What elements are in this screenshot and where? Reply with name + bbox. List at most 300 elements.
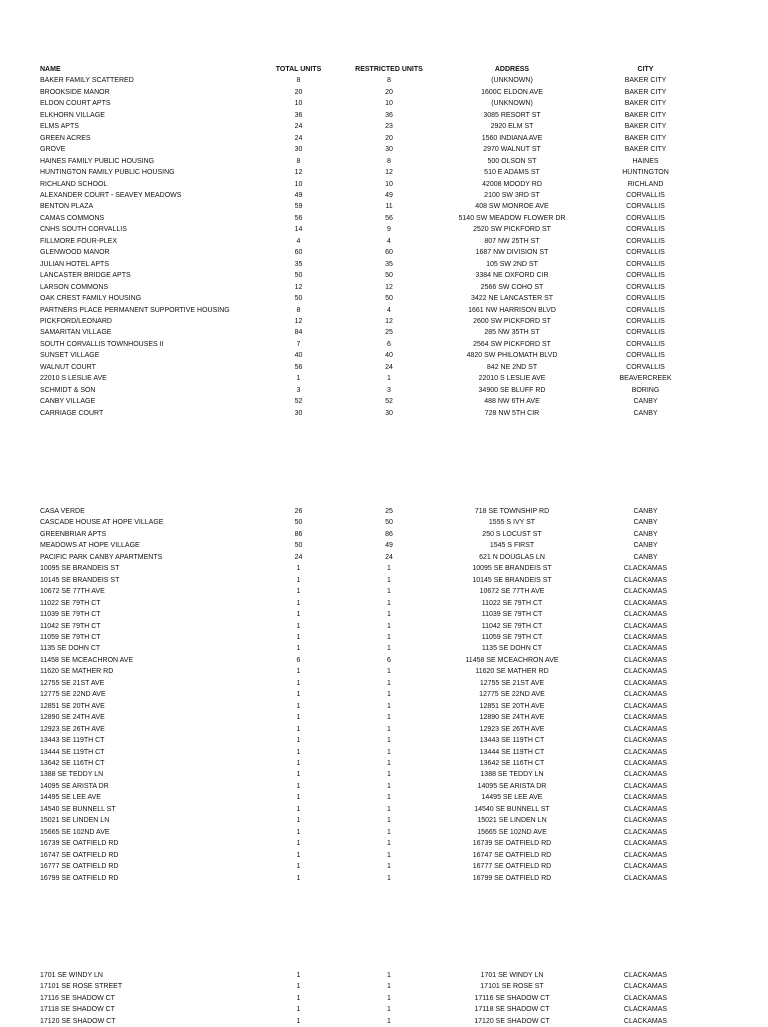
cell-restricted-units: 36 — [385, 111, 393, 119]
header-row — [36, 64, 696, 75]
cell-total-units: 1 — [296, 771, 301, 779]
cell-city: CORVALLIS — [626, 352, 665, 360]
cell-address: 5140 SW MEADOW FLOWER DR — [458, 214, 566, 222]
cell-city: CORVALLIS — [626, 249, 665, 257]
cell-address: 11458 SE MCEACHRON AVE — [465, 656, 559, 664]
cell-restricted-units: 1 — [387, 828, 391, 836]
cell-restricted-units: 1 — [387, 817, 391, 825]
cell-restricted-units: 1 — [387, 983, 391, 991]
cell-name: 10145 SE BRANDEIS ST — [40, 576, 120, 584]
cell-name: 17118 SE SHADOW CT — [40, 1006, 115, 1014]
table-row — [36, 873, 696, 884]
cell-address: 17118 SE SHADOW CT — [474, 1006, 550, 1014]
cell-address: 11022 SE 79TH CT — [481, 599, 543, 607]
cell-address: 1661 NW HARRISON BLVD — [468, 306, 556, 314]
cell-restricted-units: 30 — [385, 409, 393, 417]
cell-restricted-units: 1 — [387, 748, 391, 756]
cell-city: CLACKAMAS — [623, 771, 668, 779]
cell-name: 14095 SE ARISTA DR — [40, 782, 109, 790]
cell-city: CLACKAMAS — [623, 1017, 668, 1025]
cell-total-units: 1 — [296, 1017, 301, 1025]
cell-city: CLACKAMAS — [623, 828, 668, 836]
cell-address: 488 NW 6TH AVE — [484, 398, 540, 406]
cell-city: CLACKAMAS — [623, 576, 668, 584]
cell-total-units: 10 — [294, 180, 303, 188]
cell-name: CASCADE HOUSE AT HOPE VILLAGE — [40, 519, 164, 527]
cell-city: CLACKAMAS — [623, 668, 668, 676]
cell-city: CLACKAMAS — [623, 633, 668, 641]
cell-city: BAKER CITY — [624, 88, 667, 96]
cell-city: CLACKAMAS — [623, 645, 668, 653]
cell-address: 250 S LOCUST ST — [482, 530, 542, 538]
cell-name: BROOKSIDE MANOR — [40, 88, 110, 96]
cell-total-units: 84 — [294, 329, 303, 337]
cell-restricted-units: 3 — [387, 386, 391, 394]
cell-name: SUNSET VILLAGE — [40, 352, 100, 360]
cell-city: CLACKAMAS — [623, 840, 668, 848]
cell-name: 16747 SE OATFIELD RD — [40, 851, 119, 859]
cell-name: GREEN ACRES — [40, 134, 91, 142]
cell-total-units: 50 — [294, 519, 303, 527]
cell-name: JULIAN HOTEL APTS — [40, 260, 109, 268]
cell-total-units: 50 — [294, 272, 303, 280]
cell-name: GREENBRIAR APTS — [40, 530, 107, 538]
cell-name: RICHLAND SCHOOL — [40, 180, 108, 188]
cell-total-units: 1 — [296, 565, 301, 573]
cell-address: 2564 SW PICKFORD ST — [473, 340, 551, 348]
cell-name: CANBY VILLAGE — [40, 398, 96, 406]
table-row — [36, 224, 696, 235]
cell-city: CLACKAMAS — [623, 599, 668, 607]
cell-restricted-units: 49 — [385, 542, 393, 550]
cell-name: MEADOWS AT HOPE VILLAGE — [40, 542, 140, 550]
cell-address: 3384 NE OXFORD CIR — [475, 272, 549, 280]
cell-address: 1687 NW DIVISION ST — [475, 249, 549, 257]
cell-name: 10672 SE 77TH AVE — [40, 588, 105, 596]
cell-restricted-units: 6 — [387, 340, 391, 348]
table-row — [36, 98, 696, 109]
cell-restricted-units: 20 — [385, 88, 393, 96]
cell-city: CLACKAMAS — [623, 748, 668, 756]
cell-restricted-units: 24 — [385, 363, 393, 371]
table-row — [36, 575, 696, 586]
cell-address: 2520 SW PICKFORD ST — [473, 226, 551, 234]
cell-restricted-units: 1 — [387, 737, 391, 745]
cell-total-units: 12 — [294, 169, 303, 177]
table-row — [36, 678, 696, 689]
cell-address: 2970 WALNUT ST — [483, 146, 541, 154]
cell-total-units: 1 — [296, 972, 301, 979]
cell-name: FILLMORE FOUR-PLEX — [40, 237, 118, 245]
cell-total-units: 1 — [296, 759, 301, 767]
table-row — [36, 201, 696, 212]
cell-address: 13642 SE 116TH CT — [479, 759, 545, 767]
cell-restricted-units: 1 — [387, 863, 391, 871]
cell-address: 2920 ELM ST — [490, 123, 534, 131]
table-row — [36, 643, 696, 654]
cell-name: 17116 SE SHADOW CT — [40, 994, 115, 1002]
cell-name: 16777 SE OATFIELD RD — [40, 863, 119, 871]
cell-name: 10095 SE BRANDEIS ST — [40, 565, 120, 573]
table-row — [36, 362, 696, 373]
cell-restricted-units: 86 — [385, 530, 393, 538]
cell-address: 3085 RESORT ST — [483, 111, 541, 119]
table-row — [36, 781, 696, 792]
cell-city: CORVALLIS — [626, 214, 665, 222]
table-row — [36, 213, 696, 224]
cell-total-units: 1 — [296, 691, 301, 699]
cell-total-units: 30 — [294, 409, 303, 417]
table-row — [36, 993, 696, 1004]
cell-total-units: 1 — [296, 817, 301, 825]
table-row — [36, 655, 696, 666]
table-row — [36, 282, 696, 293]
cell-total-units: 52 — [294, 398, 303, 406]
cell-restricted-units: 1 — [387, 599, 391, 607]
cell-restricted-units: 60 — [385, 249, 393, 257]
cell-restricted-units: 8 — [387, 77, 391, 85]
table-row — [36, 850, 696, 861]
table-row — [36, 563, 696, 574]
table-row — [36, 861, 696, 872]
cell-city: CORVALLIS — [626, 317, 665, 325]
cell-address: 16747 SE OATFIELD RD — [472, 851, 552, 859]
cell-city: BAKER CITY — [624, 77, 667, 85]
cell-restricted-units: 1 — [387, 588, 391, 596]
cell-total-units: 1 — [296, 828, 301, 836]
cell-city: CLACKAMAS — [623, 737, 668, 745]
table-row — [36, 156, 696, 167]
cell-total-units: 1 — [296, 645, 301, 653]
cell-restricted-units: 24 — [385, 553, 393, 561]
table-row — [36, 247, 696, 258]
table-row — [36, 724, 696, 735]
table-row — [36, 385, 696, 396]
cell-address: 10095 SE BRANDEIS ST — [472, 565, 552, 573]
table-row — [36, 87, 696, 98]
cell-restricted-units: 1 — [387, 691, 391, 699]
table-row — [36, 110, 696, 121]
cell-address: 42008 MOODY RD — [482, 180, 542, 188]
cell-restricted-units: 1 — [387, 668, 391, 676]
cell-name: 15665 SE 102ND AVE — [40, 828, 110, 836]
cell-name: 12755 SE 21ST AVE — [40, 679, 105, 687]
table-row — [36, 133, 696, 144]
table-row — [36, 609, 696, 620]
cell-city: CLACKAMAS — [623, 874, 668, 882]
cell-address: 16777 SE OATFIELD RD — [472, 863, 552, 871]
cell-total-units: 36 — [294, 111, 303, 119]
cell-address: 105 SW 2ND ST — [486, 260, 538, 268]
cell-total-units: 3 — [296, 386, 301, 394]
table-row — [36, 792, 696, 803]
cell-name: CNHS SOUTH CORVALLIS — [40, 226, 127, 234]
table-row — [36, 396, 696, 407]
cell-restricted-units: 1 — [387, 782, 391, 790]
cell-city: CORVALLIS — [626, 203, 665, 211]
cell-total-units: 1 — [296, 748, 301, 756]
cell-restricted-units: 1 — [387, 851, 391, 859]
cell-total-units: 1 — [296, 983, 301, 991]
cell-name: HUNTINGTON FAMILY PUBLIC HOUSING — [40, 169, 175, 177]
table-row — [36, 701, 696, 712]
cell-total-units: 24 — [294, 123, 303, 131]
cell-city: CLACKAMAS — [623, 851, 668, 859]
cell-restricted-units: 4 — [387, 306, 391, 314]
cell-city: CLACKAMAS — [623, 1006, 668, 1014]
cell-restricted-units: 8 — [387, 157, 391, 165]
cell-restricted-units: 11 — [385, 203, 393, 211]
cell-address: 1135 SE DOHN CT — [481, 645, 543, 653]
cell-name: 11059 SE 79TH CT — [40, 633, 101, 641]
table-row — [36, 586, 696, 597]
cell-city: CLACKAMAS — [623, 588, 668, 596]
table-row — [36, 144, 696, 155]
cell-total-units: 1 — [296, 633, 301, 641]
cell-restricted-units: 1 — [387, 714, 391, 722]
cell-name: 11039 SE 79TH CT — [40, 611, 101, 619]
cell-name: GLENWOOD MANOR — [40, 249, 110, 257]
cell-restricted-units: 1 — [387, 874, 391, 882]
cell-total-units: 4 — [296, 237, 301, 245]
cell-city: RICHLAND — [627, 180, 664, 188]
cell-restricted-units: 12 — [385, 317, 393, 325]
cell-city: CANBY — [633, 508, 658, 515]
cell-total-units: 12 — [294, 283, 303, 291]
cell-city: CLACKAMAS — [623, 611, 668, 619]
cell-total-units: 8 — [296, 157, 301, 165]
cell-name: SCHMIDT & SON — [40, 386, 96, 394]
housing-table-section-3 — [36, 970, 696, 1027]
cell-city: CORVALLIS — [626, 272, 665, 280]
cell-restricted-units: 25 — [385, 508, 393, 515]
cell-address: 12755 SE 21ST AVE — [479, 679, 545, 687]
cell-restricted-units: 49 — [385, 191, 393, 199]
table-row — [36, 540, 696, 551]
cell-address: 11620 SE MATHER RD — [475, 668, 549, 676]
cell-restricted-units: 1 — [387, 1017, 391, 1025]
table-row — [36, 339, 696, 350]
cell-total-units: 49 — [294, 191, 303, 199]
cell-city: CORVALLIS — [626, 340, 665, 348]
cell-address: 2600 SW PICKFORD ST — [473, 317, 551, 325]
header-name: NAME — [40, 66, 61, 73]
cell-total-units: 40 — [294, 352, 303, 360]
cell-address: (UNKNOWN) — [491, 100, 533, 108]
cell-city: CORVALLIS — [626, 363, 665, 371]
cell-city: CLACKAMAS — [623, 805, 668, 813]
cell-city: CLACKAMAS — [623, 725, 668, 733]
cell-name: ALEXANDER COURT - SEAVEY MEADOWS — [40, 191, 182, 199]
cell-restricted-units: 10 — [385, 100, 393, 108]
cell-address: 17120 SE SHADOW CT — [474, 1017, 550, 1025]
cell-total-units: 56 — [294, 363, 303, 371]
cell-address: 14495 SE LEE AVE — [481, 794, 543, 802]
table-row — [36, 712, 696, 723]
cell-city: BEAVERCREEK — [619, 375, 672, 383]
cell-restricted-units: 50 — [385, 519, 393, 527]
table-row — [36, 1016, 696, 1027]
cell-name: 11022 SE 79TH CT — [40, 599, 101, 607]
cell-restricted-units: 1 — [387, 994, 391, 1002]
cell-name: 17120 SE SHADOW CT — [40, 1017, 116, 1025]
table-row — [36, 373, 696, 384]
cell-restricted-units: 6 — [387, 656, 391, 664]
cell-address: 22010 S LESLIE AVE — [478, 375, 546, 383]
cell-city: CLACKAMAS — [623, 863, 668, 871]
cell-address: 1555 S IVY ST — [488, 519, 536, 527]
cell-total-units: 8 — [296, 77, 301, 85]
cell-restricted-units: 1 — [387, 805, 391, 813]
cell-total-units: 24 — [294, 134, 303, 142]
cell-city: CLACKAMAS — [623, 983, 668, 991]
cell-name: BAKER FAMILY SCATTERED — [40, 77, 134, 85]
cell-total-units: 1 — [296, 782, 301, 790]
cell-city: CORVALLIS — [626, 329, 665, 337]
cell-address: 10672 SE 77TH AVE — [479, 588, 545, 596]
table-row — [36, 981, 696, 992]
table-row — [36, 259, 696, 270]
cell-name: PARTNERS PLACE PERMANENT SUPPORTIVE HOUSING — [40, 306, 230, 314]
table-row — [36, 270, 696, 281]
cell-address: 13444 SE 119TH CT — [479, 748, 545, 756]
cell-address: 14095 SE ARISTA DR — [477, 782, 547, 790]
cell-address: 16799 SE OATFIELD RD — [472, 874, 552, 882]
cell-city: CORVALLIS — [626, 226, 665, 234]
cell-restricted-units: 30 — [385, 146, 393, 154]
cell-restricted-units: 1 — [387, 565, 391, 573]
cell-address: 14540 SE BUNNELL ST — [474, 805, 550, 813]
cell-name: PACIFIC PARK CANBY APARTMENTS — [40, 553, 163, 561]
cell-address: 500 OLSON ST — [487, 157, 537, 165]
cell-restricted-units: 35 — [385, 260, 393, 268]
cell-name: SAMARITAN VILLAGE — [40, 329, 112, 337]
cell-city: CLACKAMAS — [623, 714, 668, 722]
cell-address: 510 E ADAMS ST — [484, 169, 540, 177]
cell-city: CLACKAMAS — [623, 994, 668, 1002]
cell-name: CASA VERDE — [40, 508, 85, 515]
cell-address: 16739 SE OATFIELD RD — [472, 840, 552, 848]
cell-restricted-units: 12 — [385, 169, 393, 177]
cell-total-units: 56 — [294, 214, 303, 222]
cell-city: CLACKAMAS — [623, 565, 668, 573]
cell-total-units: 1 — [296, 840, 301, 848]
table-row — [36, 236, 696, 247]
cell-restricted-units: 1 — [387, 679, 391, 687]
cell-address: 15021 SE LINDEN LN — [477, 817, 547, 825]
cell-restricted-units: 1 — [387, 702, 391, 710]
cell-total-units: 14 — [294, 226, 303, 234]
cell-name: 16799 SE OATFIELD RD — [40, 874, 119, 882]
cell-name: WALNUT COURT — [40, 363, 96, 371]
cell-name: 1135 SE DOHN CT — [40, 645, 101, 653]
cell-address: 842 NE 2ND ST — [486, 363, 538, 371]
cell-address: 621 N DOUGLAS LN — [479, 553, 545, 561]
cell-city: BAKER CITY — [624, 146, 667, 154]
cell-restricted-units: 20 — [385, 134, 393, 142]
cell-address: 1701 SE WINDY LN — [480, 972, 544, 979]
cell-name: 13443 SE 119TH CT — [40, 737, 105, 745]
cell-city: CANBY — [633, 398, 658, 406]
cell-city: CLACKAMAS — [623, 972, 668, 979]
cell-total-units: 1 — [296, 725, 301, 733]
cell-address: 17101 SE ROSE ST — [480, 983, 544, 991]
cell-restricted-units: 9 — [387, 226, 391, 234]
table-row — [36, 815, 696, 826]
cell-name: 22010 S LESLIE AVE — [40, 375, 107, 383]
cell-restricted-units: 1 — [387, 576, 391, 584]
cell-city: CORVALLIS — [626, 306, 665, 314]
cell-address: 13443 SE 119TH CT — [479, 737, 545, 745]
cell-total-units: 12 — [294, 317, 303, 325]
cell-total-units: 7 — [296, 340, 301, 348]
cell-name: OAK CREST FAMILY HOUSING — [40, 295, 142, 303]
cell-address: 12851 SE 20TH AVE — [479, 702, 545, 710]
table-row — [36, 121, 696, 132]
cell-name: 12851 SE 20TH AVE — [40, 702, 105, 710]
cell-city: CLACKAMAS — [623, 691, 668, 699]
cell-address: 1600C ELDON AVE — [481, 88, 543, 96]
cell-address: 2566 SW COHO ST — [480, 283, 544, 291]
cell-name: 13642 SE 116TH CT — [40, 759, 105, 767]
cell-total-units: 1 — [296, 994, 301, 1002]
cell-city: BAKER CITY — [624, 123, 667, 131]
cell-restricted-units: 52 — [385, 398, 393, 406]
cell-total-units: 1 — [296, 576, 301, 584]
cell-total-units: 1 — [296, 794, 301, 802]
cell-name: 13444 SE 119TH CT — [40, 748, 105, 756]
table-row — [36, 75, 696, 86]
cell-restricted-units: 56 — [385, 214, 393, 222]
cell-name: 16739 SE OATFIELD RD — [40, 840, 119, 848]
cell-name: LANCASTER BRIDGE APTS — [40, 272, 131, 280]
header-total-units: TOTAL UNITS — [275, 66, 322, 73]
cell-total-units: 1 — [296, 588, 301, 596]
table-row — [36, 167, 696, 178]
cell-city: CANBY — [633, 553, 658, 561]
cell-city: BORING — [631, 386, 660, 394]
cell-restricted-units: 23 — [385, 123, 393, 131]
cell-address: 2100 SW 3RD ST — [484, 191, 540, 199]
table-row — [36, 632, 696, 643]
cell-restricted-units: 1 — [387, 840, 391, 848]
cell-name: 12775 SE 22ND AVE — [40, 691, 106, 699]
cell-address: 718 SE TOWNSHIP RD — [474, 508, 550, 515]
table-row — [36, 552, 696, 563]
cell-address: 1388 SE TEDDY LN — [480, 771, 544, 779]
cell-name: CARRIAGE COURT — [40, 409, 104, 417]
header-restricted-units: RESTRICTED UNITS — [355, 66, 423, 73]
cell-address: (UNKNOWN) — [491, 77, 533, 85]
cell-restricted-units: 1 — [387, 645, 391, 653]
cell-name: ELDON COURT APTS — [40, 100, 111, 108]
cell-total-units: 20 — [294, 88, 303, 96]
cell-restricted-units: 1 — [387, 759, 391, 767]
cell-restricted-units: 1 — [387, 725, 391, 733]
cell-address: 728 NW 5TH CIR — [484, 409, 540, 417]
cell-total-units: 26 — [294, 508, 303, 515]
cell-city: CLACKAMAS — [623, 679, 668, 687]
cell-city: CORVALLIS — [626, 295, 665, 303]
cell-address: 3422 NE LANCASTER ST — [470, 295, 554, 303]
cell-address: 408 SW MONROE AVE — [475, 203, 549, 211]
cell-restricted-units: 1 — [387, 972, 391, 979]
table-row — [36, 293, 696, 304]
cell-city: BAKER CITY — [624, 134, 667, 142]
table-row — [36, 758, 696, 769]
cell-address: 285 NW 35TH ST — [484, 329, 540, 337]
cell-address: 12923 SE 26TH AVE — [479, 725, 545, 733]
